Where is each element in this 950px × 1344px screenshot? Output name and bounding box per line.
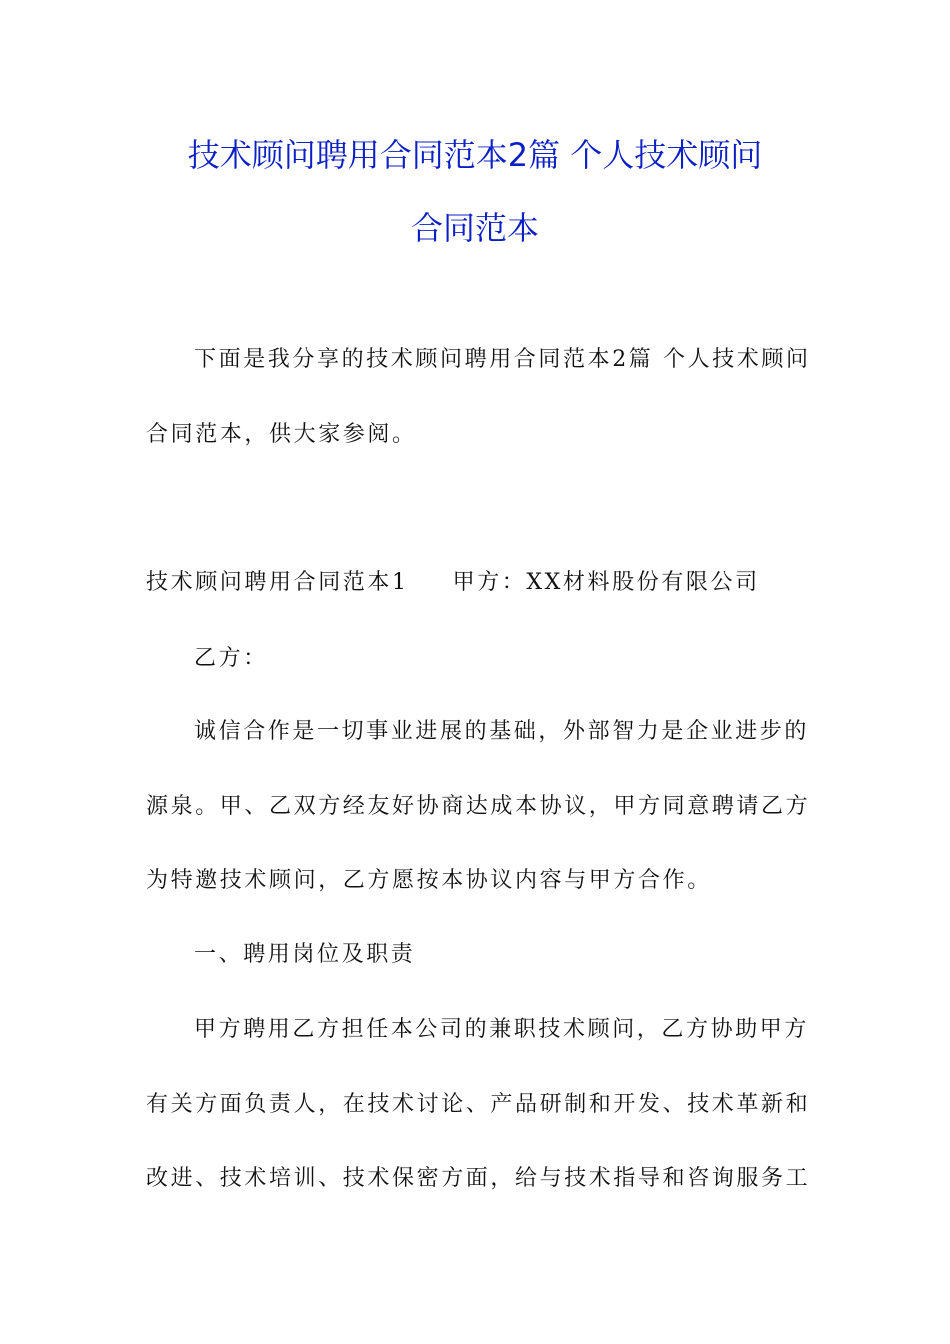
party-a: 甲方：XX材料股份有限公司 xyxy=(452,570,760,595)
paragraph-1-line-2: 源泉。甲、乙双方经友好协商达成本协议，甲方同意聘请乙方 xyxy=(146,794,811,819)
paragraph-1-line-3: 为特邀技术顾问，乙方愿按本协议内容与甲方合作。 xyxy=(146,868,712,893)
document-title-line-1: 技术顾问聘用合同范本2篇 个人技术顾问 xyxy=(187,136,763,174)
contract-heading: 技术顾问聘用合同范本1 xyxy=(146,570,409,595)
paragraph-2-line-2: 有关方面负责人，在技术讨论、产品研制和开发、技术革新和 xyxy=(146,1092,811,1117)
contract-heading-row xyxy=(146,569,760,597)
paragraph-2-line-1: 甲方聘用乙方担任本公司的兼职技术顾问，乙方协助甲方 xyxy=(194,1017,810,1042)
intro-line-1: 下面是我分享的技术顾问聘用合同范本2篇 个人技术顾问 xyxy=(194,347,811,372)
paragraph-2-line-3: 改进、技术培训、技术保密方面，给与技术指导和咨询服务工 xyxy=(146,1166,811,1191)
document-title-line-2: 合同范本 xyxy=(410,209,539,247)
party-b: 乙方： xyxy=(194,646,268,671)
paragraph-1-line-1: 诚信合作是一切事业进展的基础，外部智力是企业进步的 xyxy=(194,719,810,744)
intro-line-2: 合同范本，供大家参阅。 xyxy=(146,422,417,447)
section-1-title: 一、聘用岗位及职责 xyxy=(194,942,416,967)
